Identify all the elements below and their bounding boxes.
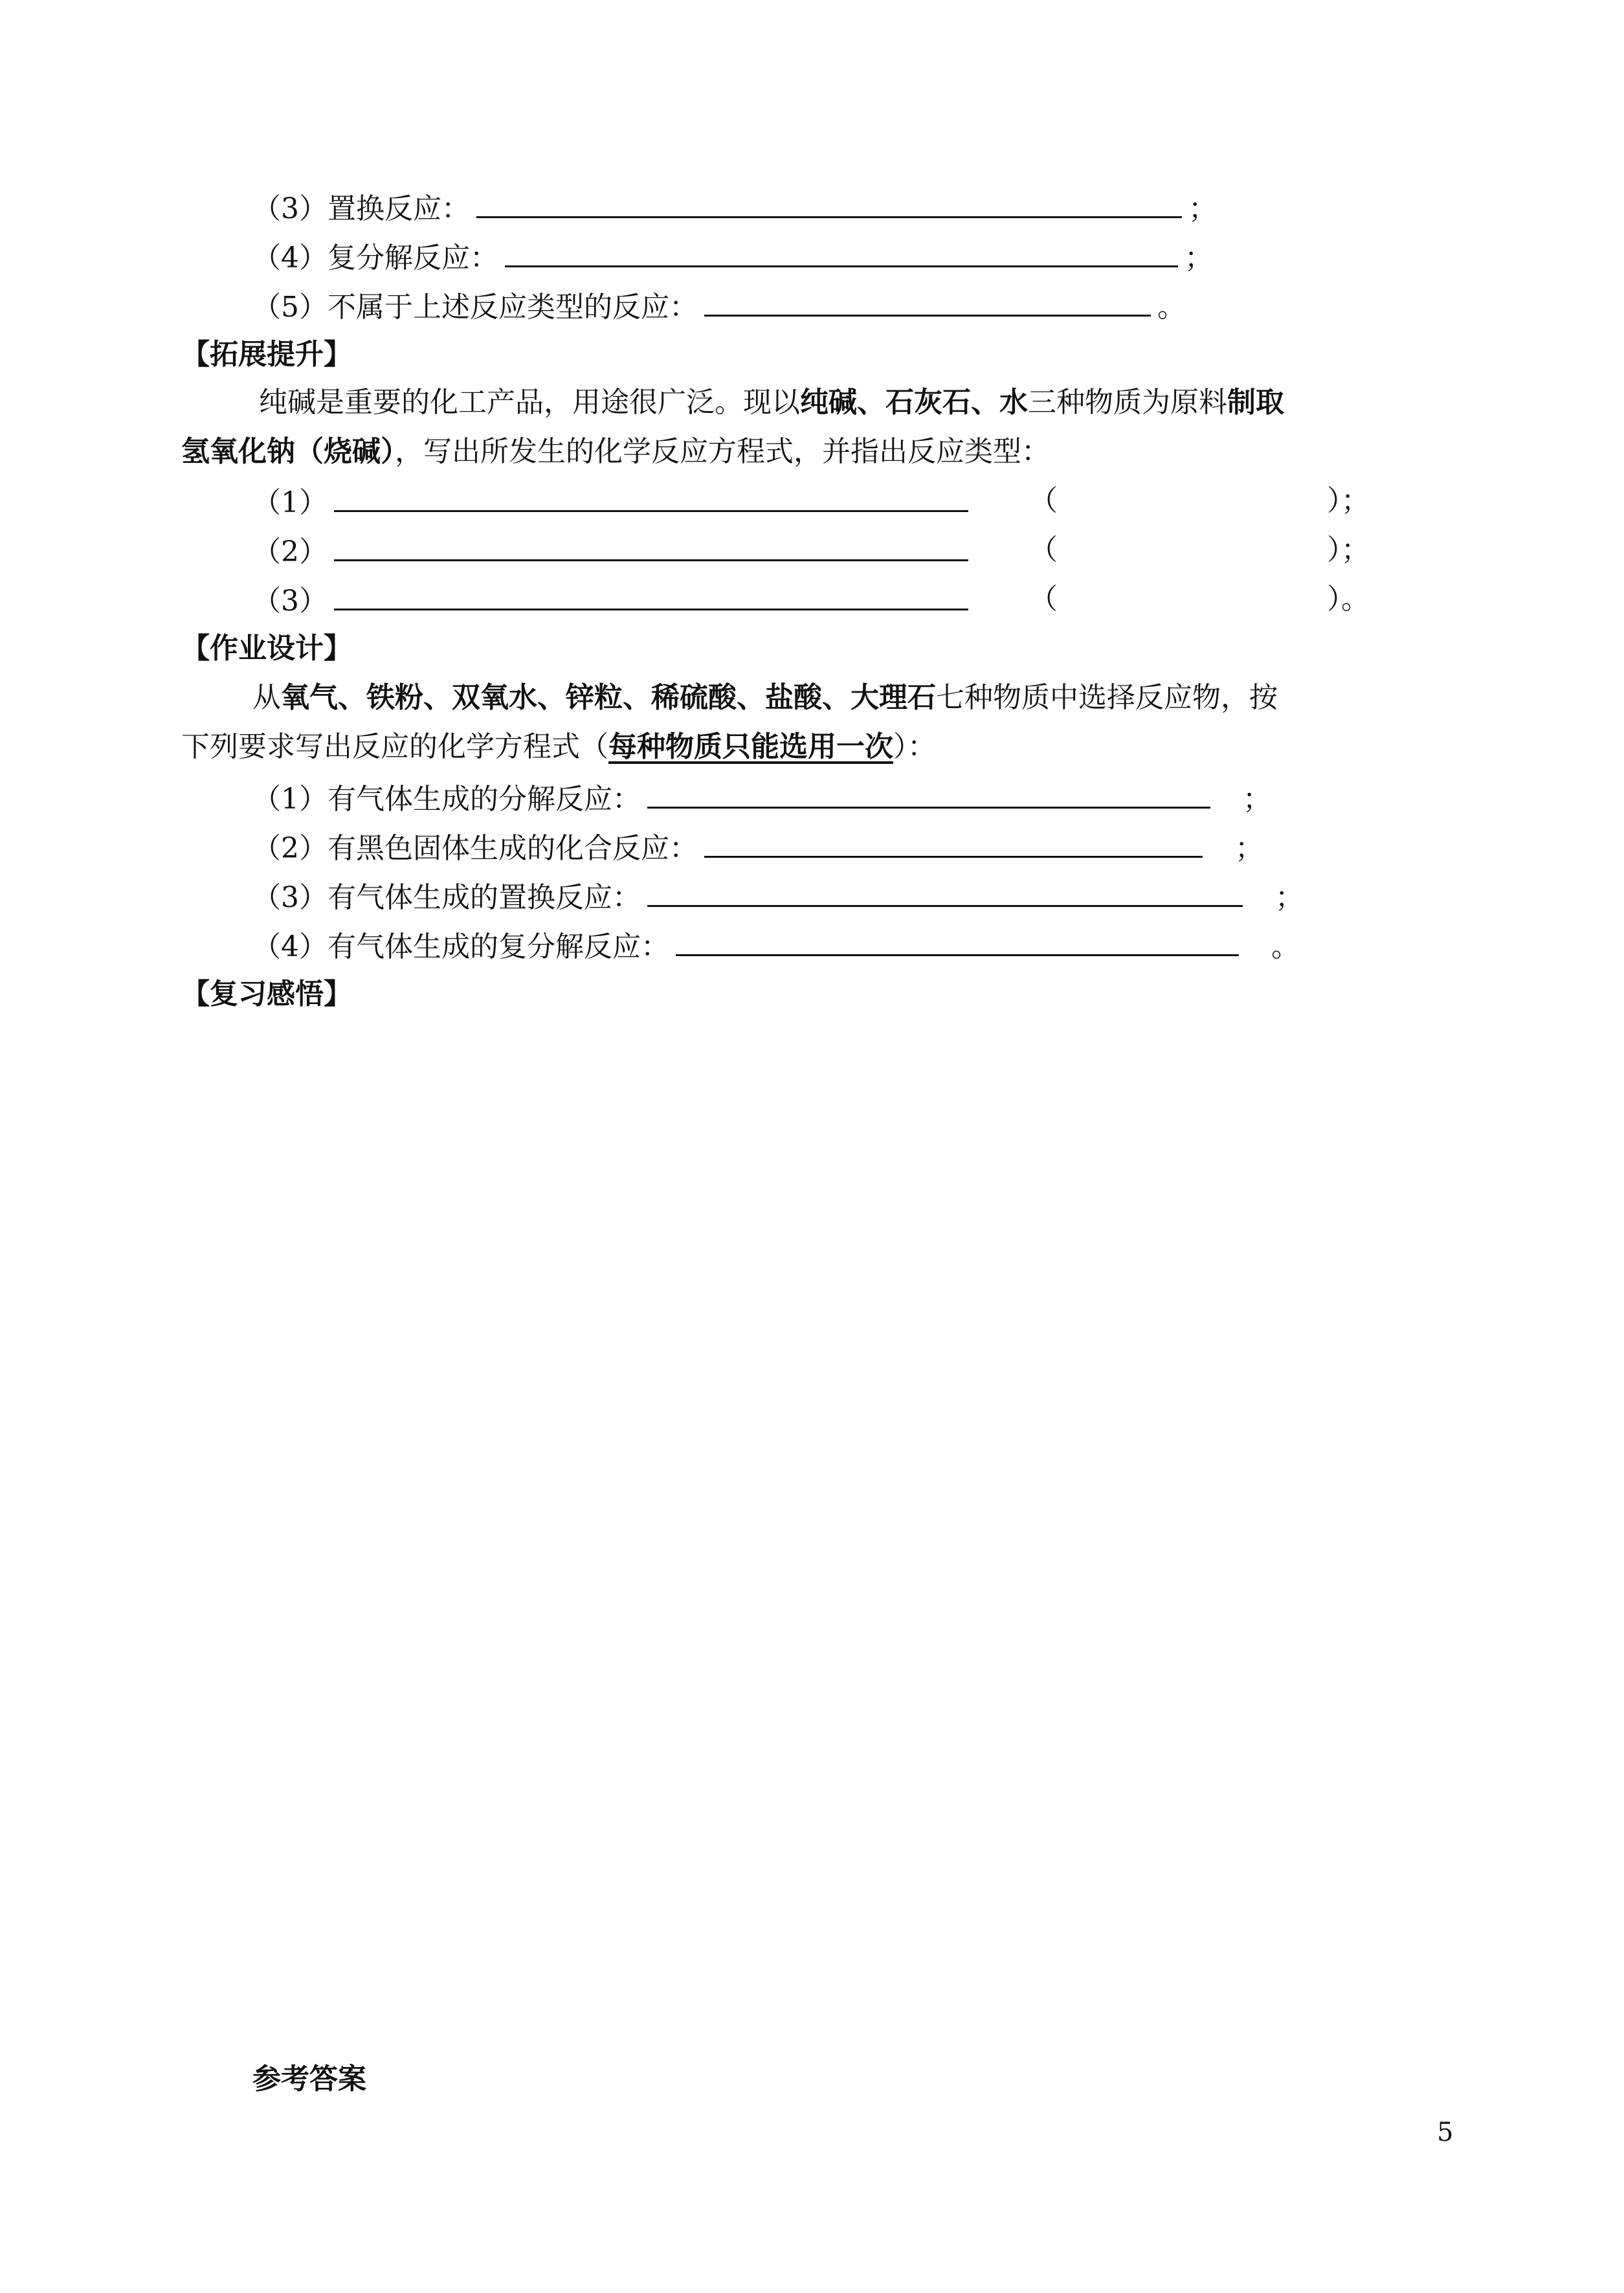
reaction-type-4: （4）复分解反应： ；: [252, 232, 1213, 281]
reaction-type-4-label: （4）复分解反应：: [252, 241, 498, 274]
page-number: 5: [1437, 2118, 1454, 2147]
equation-blank[interactable]: [334, 575, 968, 610]
equation-blank[interactable]: [334, 526, 968, 561]
extension-item-3: （3）: [252, 575, 975, 624]
reaction-type-5: （5）不属于上述反应类型的反应： 。: [252, 281, 1186, 330]
reaction-type-3-label: （3）置换反应：: [252, 192, 470, 225]
reaction-type-paren-open: （: [1029, 533, 1058, 566]
reaction-type-5-label: （5）不属于上述反应类型的反应：: [252, 291, 698, 324]
reaction-type-3: （3）置换反应： ；: [252, 183, 1217, 232]
answer-blank[interactable]: [676, 921, 1239, 956]
answers-heading: 参考答案: [252, 2063, 366, 2096]
homework-item-4: （4）有气体生成的复分解反应： 。: [252, 921, 1300, 970]
reaction-type-paren-close: ）；: [1327, 533, 1370, 566]
homework-item-2: （2）有黑色固体生成的化合反应： ；: [252, 822, 1263, 871]
homework-paragraph-line-1: 从氧气、铁粉、双氧水、锌粒、稀硫酸、盐酸、大理石七种物质中选择反应物，按: [252, 681, 1278, 714]
homework-paragraph-line-2: 下列要求写出反应的化学方程式（每种物质只能选用一次）：: [181, 730, 936, 763]
reaction-type-paren-close: ）。: [1327, 583, 1370, 616]
extension-heading: 【拓展提升】: [181, 338, 352, 371]
answer-blank[interactable]: [505, 232, 1178, 267]
answer-blank[interactable]: [476, 183, 1182, 218]
extension-item-1: （1）: [252, 476, 975, 526]
reaction-type-paren-open: （: [1029, 484, 1058, 517]
answer-blank[interactable]: [704, 822, 1203, 858]
answer-blank[interactable]: [647, 773, 1210, 809]
homework-item-1: （1）有气体生成的分解反应： ；: [252, 773, 1271, 822]
answer-blank[interactable]: [647, 871, 1243, 907]
homework-heading: 【作业设计】: [181, 632, 352, 665]
extension-paragraph-line-2: 氢氧化钠（烧碱），写出所发生的化学反应方程式，并指出反应类型：: [181, 435, 1050, 468]
reaction-type-paren-close: ）；: [1327, 484, 1370, 517]
homework-item-3: （3）有气体生成的置换反应： ；: [252, 871, 1304, 921]
reflection-heading: 【复习感悟】: [181, 978, 352, 1011]
reaction-type-paren-open: （: [1029, 583, 1058, 616]
extension-paragraph-line-1: 纯碱是重要的化工产品，用途很广泛。现以纯碱、石灰石、水三种物质为原料制取: [259, 386, 1284, 419]
answer-blank[interactable]: [704, 281, 1151, 317]
equation-blank[interactable]: [334, 476, 968, 512]
extension-item-2: （2）: [252, 526, 975, 575]
